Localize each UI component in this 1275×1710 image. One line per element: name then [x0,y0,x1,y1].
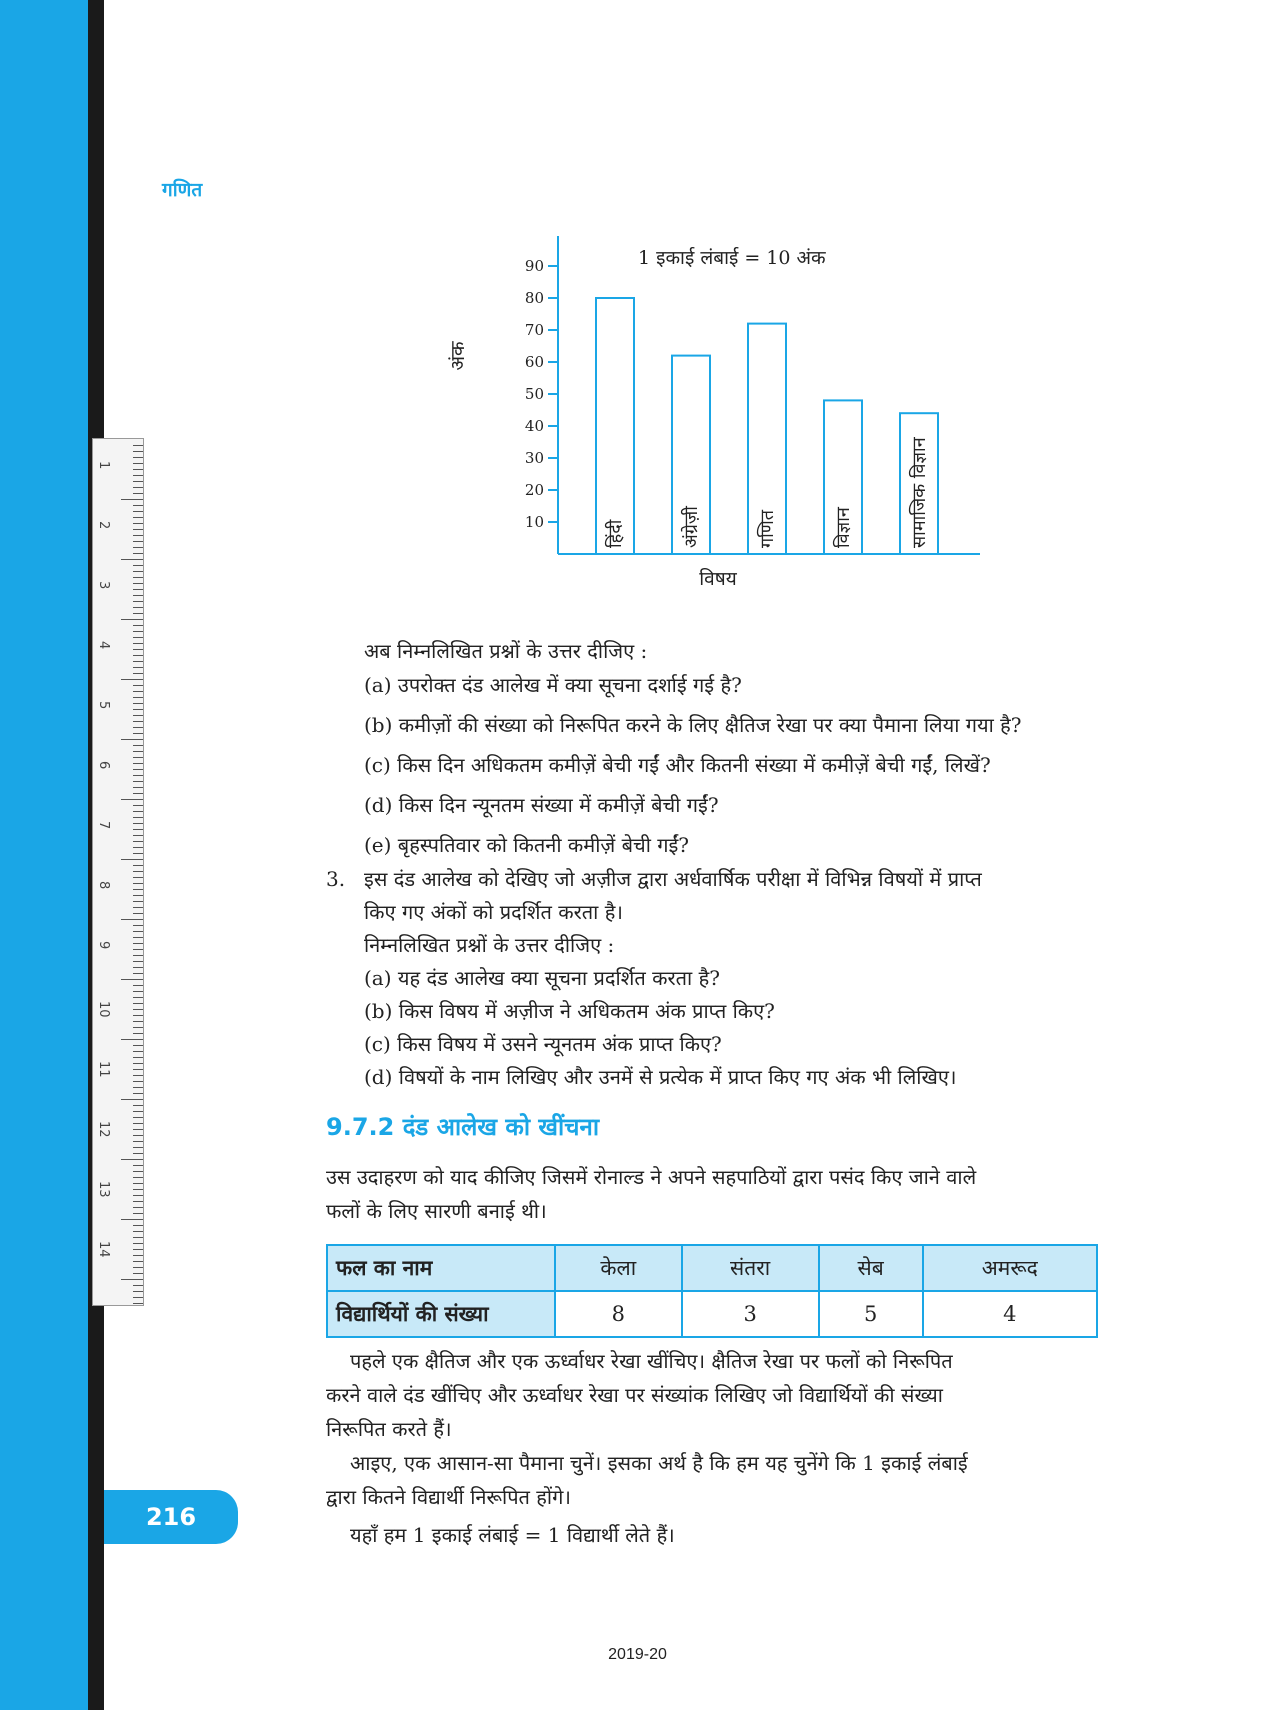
ruler-tick [133,1303,143,1304]
ruler-tick [133,1087,143,1088]
ruler-tick [133,847,143,848]
ruler-number: 7 [96,821,111,830]
ruler-tick [133,535,143,536]
ruler-tick [133,1291,143,1292]
ruler-tick [133,595,143,596]
ruler-tick [133,841,143,842]
ruler-tick [133,709,143,710]
ruler-tick [133,655,143,656]
running-head: गणित [162,179,203,201]
ruler-tick [133,1147,143,1148]
ruler-tick [133,811,143,812]
table-header-cell: विद्यार्थियों की संख्या [327,1291,555,1337]
ruler-tick [133,1189,143,1190]
section-title: 9.7.2 दंड आलेख को खींचना [326,1113,600,1141]
ruler-tick [133,673,143,674]
ruler-tick [133,703,143,704]
ruler-tick [133,997,143,998]
ruler-tick [133,667,143,668]
table-row [327,1291,1097,1337]
table-cell: 5 [819,1291,923,1337]
ruler-tick [133,493,143,494]
question-item: (a) उपरोक्त दंड आलेख में क्या सूचना दर्शाई गई है? [364,673,742,697]
ruler-tick [133,883,143,884]
ruler-tick [121,1159,143,1160]
ruler-tick [133,745,143,746]
ruler-tick [133,1111,143,1112]
scale-annotation: 1 इकाई लंबाई = 10 अंक [638,247,826,269]
ruler-tick [133,487,143,488]
y-tick-label: 70 [524,321,544,339]
ruler-tick [133,1015,143,1016]
ruler-tick [133,1045,143,1046]
y-tick-label: 20 [524,481,544,499]
ruler-tick [133,805,143,806]
ruler-number: 12 [96,1121,111,1138]
ruler-tick [121,559,143,560]
ruler-tick [133,613,143,614]
bar-chart [447,226,990,606]
ruler-tick [133,781,143,782]
table-cell: केला [555,1245,682,1291]
paragraph: यहाँ हम 1 इकाई लंबाई = 1 विद्यार्थी लेते हैं। [350,1523,675,1547]
ruler-tick [133,1075,143,1076]
page-number-badge: 216 [104,1490,238,1544]
bar [596,298,634,554]
ruler-tick [133,661,143,662]
ruler-tick [133,1267,143,1268]
ruler-tick [133,583,143,584]
ruler-tick [133,547,143,548]
ruler-tick [133,1165,143,1166]
ruler-tick [133,685,143,686]
ruler-tick [133,961,143,962]
ruler-tick [121,859,143,860]
question-3-intro: निम्नलिखित प्रश्नों के उत्तर दीजिए : [364,933,615,957]
ruler-tick [133,877,143,878]
ruler-tick [133,1135,143,1136]
ruler-number: 5 [96,701,111,710]
ruler-tick [121,619,143,620]
ruler-number: 6 [96,761,111,770]
question-item: (d) किस दिन न्यूनतम संख्या में कमीज़ें बेची गईं? [364,793,719,817]
questions-intro: अब निम्नलिखित प्रश्नों के उत्तर दीजिए : [364,639,648,663]
ruler-tick [133,1243,143,1244]
ruler-number: 11 [96,1061,111,1078]
table-cell: अमरूद [923,1245,1097,1291]
ruler-tick [133,697,143,698]
ruler-tick [133,721,143,722]
ruler-tick [121,739,143,740]
ruler-tick [133,577,143,578]
table-header-cell: फल का नाम [327,1245,555,1291]
ruler-tick [133,793,143,794]
ruler-tick [133,1063,143,1064]
ruler-number: 4 [96,641,111,650]
ruler-tick [133,1213,143,1214]
ruler-tick [121,1099,143,1100]
ruler-tick [133,1123,143,1124]
ruler-tick [133,1081,143,1082]
ruler-tick [133,1093,143,1094]
ruler-tick [133,625,143,626]
ruler-tick [133,565,143,566]
ruler-tick [133,511,143,512]
ruler-tick [133,1201,143,1202]
ruler-tick [121,979,143,980]
ruler-tick [133,541,143,542]
question-item: (b) कमीज़ों की संख्या को निरूपित करने के लिए क्षैतिज रेखा पर क्या पैमाना लिया गया है? [364,713,1022,737]
ruler-tick [133,637,143,638]
ruler-tick [133,985,143,986]
question-item: (c) किस विषय में उसने न्यूनतम अंक प्राप्त किए? [364,1032,722,1056]
ruler-tick [133,1171,143,1172]
ruler-number: 10 [96,1001,111,1018]
table-cell: सेब [819,1245,923,1291]
ruler-tick [121,1279,143,1280]
question-item: (a) यह दंड आलेख क्या सूचना प्रदर्शित करता है? [364,966,720,990]
ruler-tick [133,1273,143,1274]
ruler-tick [121,799,143,800]
ruler-tick [133,571,143,572]
ruler-tick [133,691,143,692]
ruler-tick [133,823,143,824]
ruler-tick [133,1027,143,1028]
ruler-tick [133,1177,143,1178]
table-cell: संतरा [682,1245,819,1291]
ruler-number: 8 [96,881,111,890]
bar-category-label: गणित [757,509,778,548]
paragraph: निरूपित करते हैं। [326,1417,452,1441]
table-row [327,1245,1097,1291]
ruler-tick [133,829,143,830]
ruler-tick [133,787,143,788]
y-tick-label: 80 [524,289,544,307]
ruler-tick [133,1033,143,1034]
question-item: (b) किस विषय में अज़ीज ने अधिकतम अंक प्राप्त किए? [364,999,775,1023]
ruler-tick [133,589,143,590]
ruler-tick [133,1261,143,1262]
ruler-tick [133,769,143,770]
ruler-tick [133,631,143,632]
ruler-tick [133,757,143,758]
ruler-tick [133,1003,143,1004]
ruler-tick [133,451,143,452]
ruler-tick [121,1219,143,1220]
ruler-tick [133,751,143,752]
bar-category-label: अंग्रेज़ी [681,506,702,548]
ruler-tick [133,607,143,608]
ruler-tick [133,991,143,992]
ruler-tick [133,1021,143,1022]
ruler-tick [133,967,143,968]
y-axis-label: अंक [447,341,469,371]
y-tick-label: 90 [524,257,544,275]
ruler-tick [133,865,143,866]
ruler-tick [133,1051,143,1052]
ruler-tick [133,871,143,872]
y-tick-label: 40 [524,417,544,435]
ruler-tick [133,553,143,554]
ruler-tick [133,901,143,902]
ruler-tick [133,463,143,464]
question-item: (e) बृहस्पतिवार को कितनी कमीज़ें बेची गईं? [364,833,690,857]
ruler-tick [133,505,143,506]
ruler-tick [133,529,143,530]
bar-category-label: हिंदी [605,519,626,548]
ruler-tick [133,907,143,908]
ruler-tick [133,925,143,926]
ruler-tick [133,1009,143,1010]
bar-category-label: सामाजिक विज्ञान [909,437,930,548]
ruler-tick [121,919,143,920]
ruler-tick [133,715,143,716]
question-item: (d) विषयों के नाम लिखिए और उनमें से प्रत्येक में प्राप्त किए गए अंक भी लिखिए। [364,1065,957,1089]
ruler-tick [133,937,143,938]
ruler-tick [133,1237,143,1238]
ruler-tick [133,943,143,944]
ruler-tick [133,835,143,836]
ruler-number: 14 [96,1241,111,1258]
ruler-number: 1 [96,461,111,470]
ruler-tick [133,1183,143,1184]
ruler-tick [133,475,143,476]
ruler-tick [133,1069,143,1070]
ruler-tick [133,445,143,446]
ruler-tick [133,601,143,602]
paragraph: उस उदाहरण को याद कीजिए जिसमें रोनाल्ड ने अपने सहपाठियों द्वारा पसंद किए जाने वाले [326,1165,977,1189]
y-tick-label: 50 [524,385,544,403]
y-tick-label: 30 [524,449,544,467]
footer-year: 2019-20 [608,1646,667,1663]
ruler-tick [133,1207,143,1208]
ruler-tick [133,763,143,764]
ruler-tick [133,1285,143,1286]
paragraph: फलों के लिए सारणी बनाई थी। [326,1199,547,1223]
paragraph: आइए, एक आसान-सा पैमाना चुनें। इसका अर्थ है कि हम यह चुनेंगे कि 1 इकाई लंबाई [350,1451,968,1475]
ruler-tick [121,499,143,500]
ruler-tick [133,1117,143,1118]
table-cell: 3 [682,1291,819,1337]
ruler-tick [133,481,143,482]
ruler-tick [133,775,143,776]
ruler-tick [133,517,143,518]
ruler-number: 9 [96,941,111,950]
ruler-tick [121,1039,143,1040]
ruler-tick [133,1195,143,1196]
question-3-text: किए गए अंकों को प्रदर्शित करता है। [364,900,623,924]
ruler-tick [133,523,143,524]
ruler-number: 3 [96,581,111,590]
ruler-tick [133,889,143,890]
fruit-table [326,1244,1098,1338]
ruler-tick [133,853,143,854]
ruler-tick [133,931,143,932]
ruler-tick [133,1255,143,1256]
ruler-tick [133,973,143,974]
ruler-tick [133,733,143,734]
question-3-text: इस दंड आलेख को देखिए जो अज़ीज द्वारा अर्धवार्षिक परीक्षा में विभिन्न विषयों में प्राप्त [364,867,982,891]
table-cell: 8 [555,1291,682,1337]
ruler-tick [133,1297,143,1298]
ruler-tick [133,949,143,950]
question-3-number: 3. [326,867,346,891]
ruler-tick [133,955,143,956]
ruler-number: 2 [96,521,111,530]
paragraph: करने वाले दंड खींचिए और ऊर्ध्वाधर रेखा पर संख्यांक लिखिए जो विद्यार्थियों की संख्या [326,1383,943,1407]
ruler-tick [133,1141,143,1142]
question-item: (c) किस दिन अधिकतम कमीज़ें बेची गईं और कितनी संख्या में कमीज़ें बेची गईं, लिखें? [364,753,991,777]
ruler-tick [133,817,143,818]
y-tick-label: 10 [524,513,544,531]
y-tick-label: 60 [524,353,544,371]
bar-category-label: विज्ञान [833,507,854,548]
paragraph: द्वारा कितने विद्यार्थी निरूपित होंगे। [326,1485,571,1509]
ruler-tick [133,913,143,914]
ruler-tick [133,469,143,470]
x-axis-label: विषय [699,568,737,590]
ruler-tick [133,643,143,644]
paragraph: पहले एक क्षैतिज और एक ऊर्ध्वाधर रेखा खींचिए। क्षैतिज रेखा पर फलों को निरूपित [350,1349,953,1373]
ruler-tick [133,1105,143,1106]
side-color-stripe [0,0,88,1710]
ruler-tick [133,1231,143,1232]
ruler-tick [133,649,143,650]
ruler-tick [133,727,143,728]
ruler-tick [133,457,143,458]
ruler-tick [133,1225,143,1226]
ruler-tick [133,1153,143,1154]
ruler-tick [121,679,143,680]
ruler-tick [133,1129,143,1130]
ruler-tick [133,895,143,896]
table-cell: 4 [923,1291,1097,1337]
ruler-illustration [92,438,144,1306]
ruler-number: 13 [96,1181,111,1198]
ruler-tick [133,1057,143,1058]
ruler-tick [133,1249,143,1250]
